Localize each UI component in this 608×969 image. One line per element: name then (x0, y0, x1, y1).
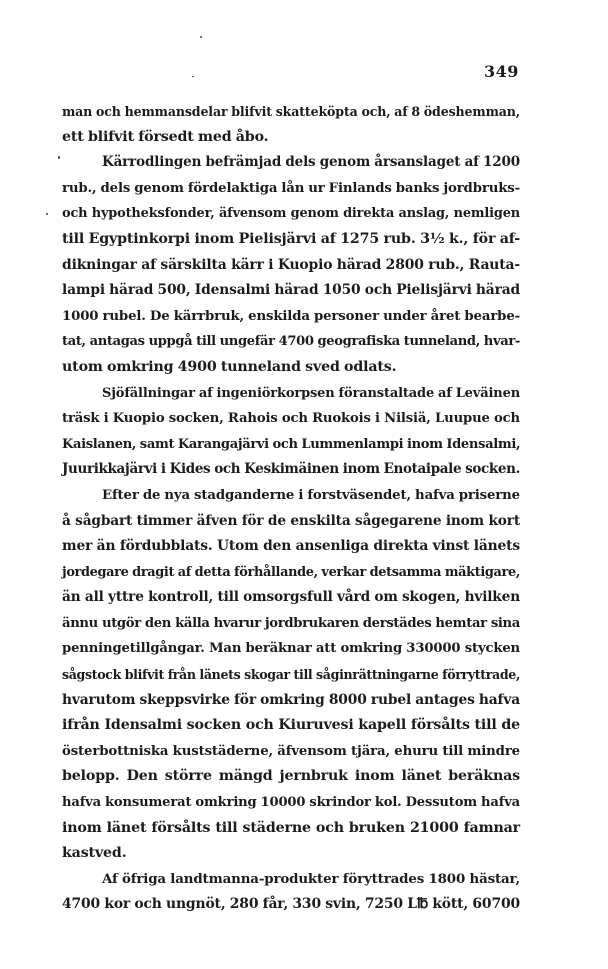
text-line: rub., dels genom fördelaktiga lån ur Finlands banks jordbruks- (62, 180, 520, 196)
text-line: inom länet försålts till städerne och bruken 21000 famnar (62, 819, 520, 836)
text-line: kastved. (62, 845, 127, 862)
text-line: ifrån Idensalmi socken och Kiuruvesi kapell försålts till de (62, 717, 520, 734)
text-line: dikningar af särskilta kärr i Kuopio härad 2800 rub., Rauta- (62, 256, 520, 273)
text-line: Kärrodlingen befrämjad dels genom årsanslaget af 1200 (102, 154, 520, 171)
text-line: lampi härad 500, Idensalmi härad 1050 och Pielisjärvi härad (62, 282, 520, 299)
body-text (62, 99, 520, 918)
paragraph (62, 99, 520, 150)
print-speck (58, 156, 60, 159)
text-line: sågstock blifvit från länets skogar till såginrättningarne förryttrade, (62, 667, 520, 683)
paragraph (62, 483, 520, 867)
text-line: Kaislanen, samt Karangajärvi och Lummenlampi inom Idensalmi, (62, 436, 521, 452)
text-line: Efter de nya stadganderne i forstväsendet, hafva priserne (102, 487, 520, 503)
text-line: österbottniska kuststäderne, äfvensom tjära, ehuru till mindre (62, 743, 520, 759)
text-line: än all yttre kontroll, till omsorgsfull vård om skogen, hvilken (62, 589, 520, 606)
text-line: ännu utgör den källa hvarur jordbrukaren derstädes hemtar sina (62, 615, 520, 631)
text-line: penningetillgångar. Man beräknar att omkring 330000 stycken (62, 641, 520, 657)
text-line: tat, antagas uppgå till ungefär 4700 geografiska tunneland, hvar- (62, 334, 520, 350)
print-speck (46, 213, 48, 215)
text-line: och hypotheksfonder, äfvensom genom direkta anslag, nemligen (62, 206, 520, 222)
text-line: hafva konsumerat omkring 10000 skrindor kol. Dessutom hafva (62, 795, 520, 811)
text-line: man och hemmansdelar blifvit skatteköpta och, af 8 ödeshemman, (62, 104, 520, 119)
paragraph (62, 381, 520, 483)
text-line: ett blifvit försedt med åbo. (62, 128, 269, 145)
page-number: 349 (484, 62, 519, 81)
text-line: å sågbart timmer äfven för de enskilta sågegarene inom kort (62, 512, 520, 529)
text-line: 4700 kor och ungnöt, 280 får, 330 svin, 7250 L℔ kött, 60700 (62, 896, 520, 913)
text-line: jordegare dragit af detta förhållande, verkar detsamma mäktigare, (62, 564, 520, 580)
print-speck (192, 76, 194, 77)
text-line: Juurikkajärvi i Kides och Keskimäinen inom Enotaipale socken. (62, 461, 520, 478)
text-line: 1000 rubel. De kärrbruk, enskilda personer under året bearbe- (62, 308, 520, 324)
text-line: träsk i Kuopio socken, Rahois och Ruokois i Nilsiä, Luupue och (62, 411, 520, 427)
text-line: belopp. Den större mängd jernbruk inom länet beräknas (62, 768, 520, 785)
paragraph (62, 867, 520, 918)
paragraph (62, 150, 520, 380)
text-line: hvarutom skeppsvirke för omkring 8000 rubel antages hafva (62, 691, 520, 708)
text-line: Af öfriga landtmanna-produkter föryttrades 1800 hästar, (102, 870, 520, 887)
print-speck (200, 36, 202, 38)
text-line: mer än fördubblats. Utom den ansenliga direkta vinst länets (62, 538, 520, 555)
text-line: till Egyptinkorpi inom Pielisjärvi af 1275 rub. 3½ k., för af- (62, 230, 520, 247)
text-line: utom omkring 4900 tunneland sved odlats. (62, 358, 397, 375)
text-line: Sjöfällningar af ingeniörkorpsen föranstaltade af Leväinen (102, 385, 520, 401)
